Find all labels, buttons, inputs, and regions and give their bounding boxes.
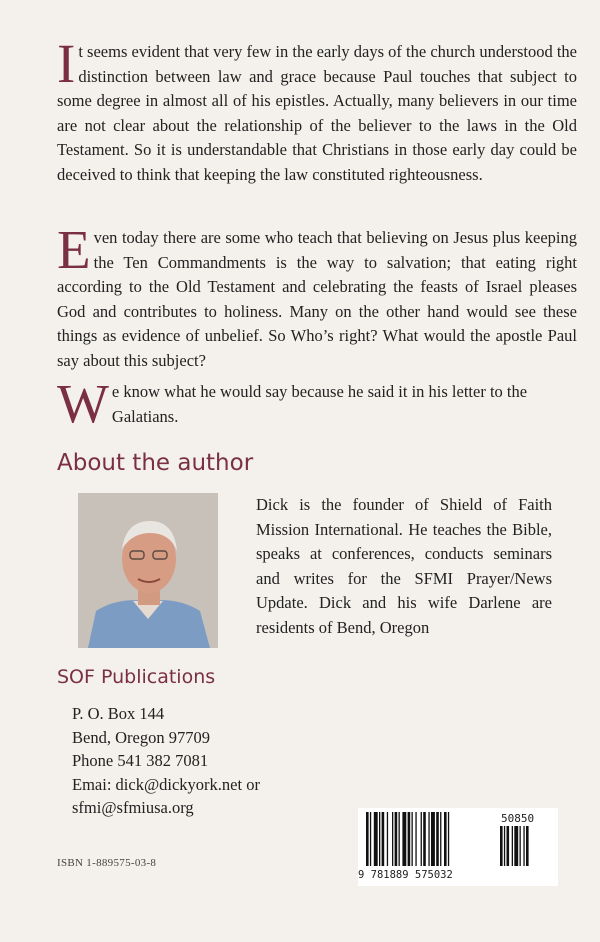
intro-paragraph-text: t seems evident that very few in the early days of the church understood the distinction between law and grace because Paul touches that subject to some degree in almost all of his epistles. Actually, many believers in our time are not clear about the relationship of the believer to the laws in the Old Testament. So it is understandable that Christians in those early day could be deceived to think that keeping the law constituted righteousness. [57,42,577,184]
address-line: Bend, Oregon 97709 [72,727,210,747]
isbn-barcode [358,808,558,886]
drop-cap-i: I [57,33,76,94]
publisher-heading: SOF Publications [57,666,216,688]
barcode-addon-number: 50850 [501,812,535,825]
intro-paragraph [57,33,577,187]
second-paragraph [57,219,577,373]
isbn-label: ISBN 1-889575-03-8 [57,857,157,869]
address-line: sfmi@sfmiusa.org [72,798,194,817]
author-bio: Dick is the founder of Shield of Faith Mission International. He teaches the Bible, speaks at conferences, conducts seminars and writes for the SFMI Prayer/News Update. Dick and his wife Darlene are residents of Bend, Oregon [256,495,552,637]
third-paragraph [57,373,577,434]
about-author-heading: About the author [57,450,254,476]
address-line: Phone 541 382 7081 [72,751,209,770]
third-paragraph-text: e know what he would say because he said it in his letter to the Galatians. [111,382,528,426]
address-line: P. O. Box 144 [72,704,165,723]
barcode-main-number: 9 781889 575032 [358,869,453,881]
address-line: Emai: dick@dickyork.net or [72,774,260,794]
author-photo [78,493,218,648]
drop-cap-e: E [57,219,91,280]
second-paragraph-text: ven today there are some who teach that believing on Jesus plus keeping the Ten Commandments is the way to salvation; that eating right according to the Old Testament and celebrating the feasts of Israel pleases God and contributes to holiness. Many on the other hand would see these things as evidence of unbelief. So Who’s right? What would the apostle Paul say about this subject? [57,228,577,370]
publisher-address [72,702,260,820]
drop-cap-w: W [57,373,109,434]
